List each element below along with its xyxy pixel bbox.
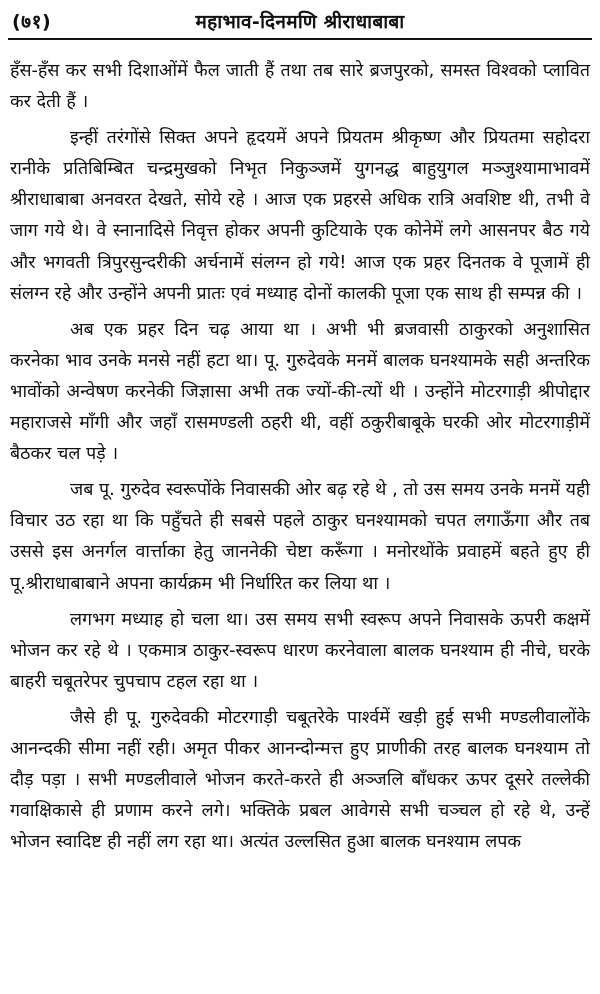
body-text (8, 55, 592, 857)
page-header (8, 4, 592, 40)
paragraph-1: हँस-हँस कर सभी दिशाओंमें फैल जाती हैं तथा तब सारे ब्रजपुरको, समस्त विश्वको प्लावित कर देती हैं । (10, 60, 590, 113)
paragraph-4: जब पू. गुरुदेव स्वरूपोंके निवासकी ओर बढ़ रहे थे , तो उस समय उनके मनमें यही विचार उठ रहा था कि पहुँचते ही सबसे पहले ठाकुर घनश्यामको चपत लगाऊँगा और तब उससे इस अनर्गल वार्त्ताका हेतु जाननेकी चेष्टा करूँगा । मनोरथोंके प्रवाहमें बहते हुए ही पू.श्रीराधाबाबाने अपना कार्यक्रम भी निर्धारित कर लिया था । (10, 479, 590, 594)
paragraph-2: इन्हीं तरंगोंसे सिक्त अपने हृदयमें अपने प्रियतम श्रीकृष्ण और प्रियतमा सहोदरा रानीके प्रतिबिम्बित चन्द्रमुखको निभृत निकुञ्जमें युगनद्ध बाहुयुगल मञ्जुश्यामाभावमें श्रीराधाबाबा अनवरत देखते, सोये रहे । आज एक प्रहरसे अधिक रात्रि अवशिष्ट थी, तभी वे जाग गये थे। वे स्नानादिसे निवृत्त होकर अपनी कुटियाके एक कोनेमें लगे आसनपर बैठ गये और भगवती त्रिपुरसुन्दरीकी अर्चनामें संलग्न हो गये! आज एक प्रहर दिनतक वे पूजामें ही संलग्न रहे और उन्होंने अपनी प्रातः एवं मध्याह दोनों कालकी पूजा एक साथ ही सम्पन्न की । (10, 127, 591, 304)
running-title: महाभाव-दिनमणि श्रीराधाबाबा (195, 11, 405, 33)
paragraph-6: जैसे ही पू. गुरुदेवकी मोटरगाड़ी चबूतरेके पार्श्वमें खड़ी हुई सभी मण्डलीवालोंके आनन्दकी सीमा नहीं रही। अमृत पीकर आनन्दोन्मत्त हुए प्राणीकी तरह बालक घनश्याम तो दौड़ पड़ा । सभी मण्डलीवाले भोजन करते-करते ही अञ्जलि बाँधकर ऊपर दूसरे तल्लेकी गवाक्षिकासे ही प्रणाम करने लगे। भक्तिके प्रबल आवेगसे सभी चञ्चल हो रहे थे, उन्हें भोजन स्वादिष्ट ही नहीं लग रहा था। अत्यंत उल्लसित हुआ बालक घनश्याम लपक (10, 706, 590, 853)
page-number: (७१) (12, 11, 52, 33)
paragraph-3: अब एक प्रहर दिन चढ़ आया था । अभी भी ब्रजवासी ठाकुरको अनुशासित करनेका भाव उनके मनसे नहीं हटा था। पू. गुरुदेवके मनमें बालक घनश्यामके सही अन्तरिक भावोंको अन्वेषण करनेकी जिज्ञासा अभी तक ज्यों-की-त्यों थी । उन्होंने मोटरगाड़ी श्रीपोद्दार महाराजसे माँगी और जहाँ रासमण्डली ठहरी थी, वहीं ठकुरीबाबूके घरकी ओर मोटरगाड़ीमें बैठकर चल पड़े । (10, 318, 590, 465)
paragraph-5: लगभग मध्याह हो चला था। उस समय सभी स्वरूप अपने निवासके ऊपरी कक्षमें भोजन कर रहे थे । एकमात्र ठाकुर-स्वरूप धारण करनेवाला बालक घनश्याम ही नीचे, घरके बाहरी चबूतरेपर चुपचाप टहल रहा था । (10, 608, 590, 692)
